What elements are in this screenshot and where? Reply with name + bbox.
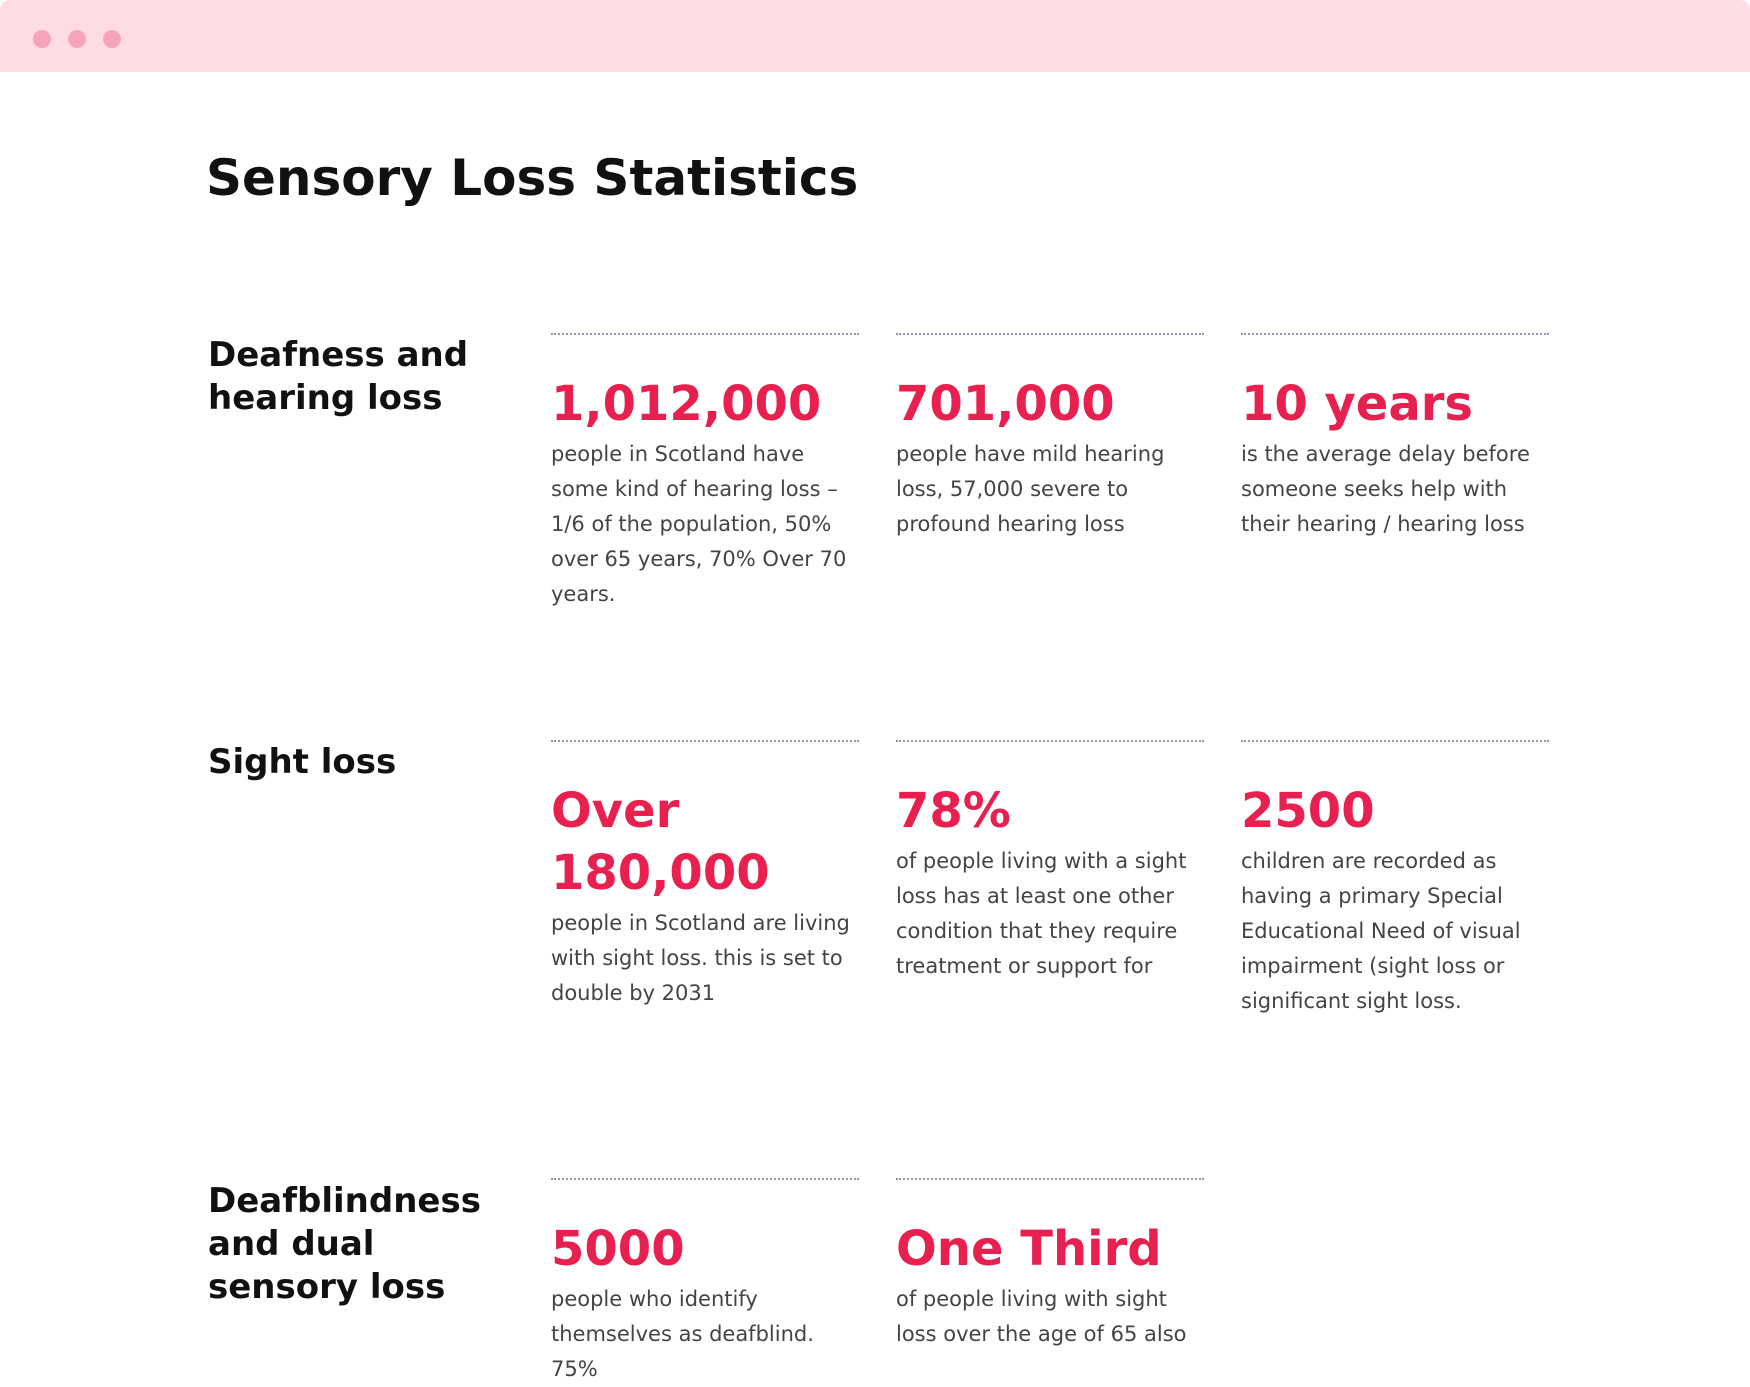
window-titlebar <box>0 0 1750 72</box>
stat-description: people in Scotland are living with sight loss. this is set to double by 2031 <box>551 911 850 1005</box>
stat-description: people in Scotland have some kind of hearing loss – 1/6 of the population, 50% over 65 years, 70% Over 70 years. <box>551 442 847 606</box>
window-maximize-dot-icon[interactable] <box>103 30 121 48</box>
page-title: Sensory Loss Statistics <box>206 149 859 207</box>
stat-divider <box>896 1178 1204 1180</box>
stat-value: 10 years <box>1241 376 1473 432</box>
stat-description: people who identify themselves as deafblind. 75% <box>551 1287 814 1381</box>
section-title-sight-loss: Sight loss <box>208 742 397 782</box>
stat-description: is the average delay before someone seeks help with their hearing / hearing loss <box>1241 442 1530 536</box>
stat-card <box>551 333 859 612</box>
stat-divider <box>551 740 859 742</box>
stat-card <box>896 333 1204 542</box>
stat-divider <box>551 1178 859 1180</box>
stat-card <box>1241 740 1549 1019</box>
stat-card <box>551 740 859 1011</box>
stat-value: 5000 <box>551 1221 685 1277</box>
stat-value: 2500 <box>1241 783 1375 839</box>
stat-description: of people living with sight loss over the age of 65 also <box>896 1287 1187 1346</box>
stat-value: 78% <box>896 783 1011 839</box>
stat-value: Over 180,000 <box>551 783 770 901</box>
stat-divider <box>896 740 1204 742</box>
window-minimize-dot-icon[interactable] <box>68 30 86 48</box>
stat-value: 1,012,000 <box>551 376 822 432</box>
stat-card <box>896 740 1204 984</box>
section-title-deafblindness: Deafblindness and dual sensory loss <box>208 1181 481 1307</box>
stat-description: people have mild hearing loss, 57,000 severe to profound hearing loss <box>896 442 1165 536</box>
stat-divider <box>1241 333 1549 335</box>
stat-description: children are recorded as having a primary Special Educational Need of visual impairment (sight loss or significant sight loss. <box>1241 849 1521 1013</box>
stat-divider <box>1241 740 1549 742</box>
window-close-dot-icon[interactable] <box>33 30 51 48</box>
stat-card <box>1241 333 1549 542</box>
stat-value: 701,000 <box>896 376 1115 432</box>
stat-divider <box>551 333 859 335</box>
section-title-hearing-loss: Deafness and hearing loss <box>208 335 469 418</box>
stat-description: of people living with a sight loss has at least one other condition that they require treatment or support for <box>896 849 1187 978</box>
stat-divider <box>896 333 1204 335</box>
stat-card <box>551 1178 859 1387</box>
stat-card <box>896 1178 1204 1352</box>
stat-value: One Third <box>896 1221 1162 1277</box>
